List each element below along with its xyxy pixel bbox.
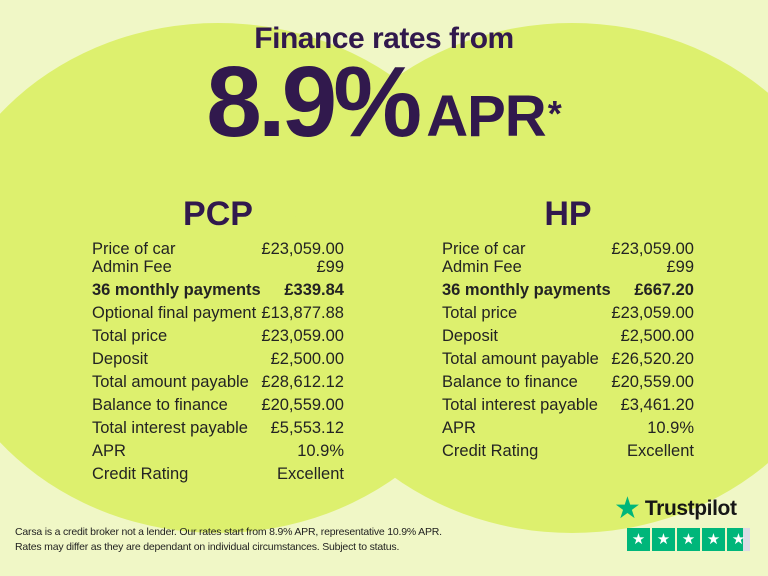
trustpilot-logo [614, 494, 759, 524]
star-icon: ★ [681, 531, 696, 548]
row-value: £667.20 [634, 281, 694, 299]
row-value: £99 [316, 258, 344, 276]
row-label: Optional final payment [92, 304, 257, 322]
row-value: Excellent [277, 465, 344, 483]
row-label: Total amount payable [92, 373, 249, 391]
row-label: Total amount payable [442, 350, 599, 368]
table-row [92, 302, 344, 325]
row-value: 10.9% [647, 419, 694, 437]
row-value: £28,612.12 [261, 373, 344, 391]
table-row [92, 417, 344, 440]
table-row [92, 371, 344, 394]
star-icon: ★ [706, 531, 721, 548]
row-value: £2,500.00 [270, 350, 344, 368]
row-label: Total price [92, 327, 168, 345]
rate-line [0, 46, 768, 158]
finance-table-pcp [92, 240, 344, 486]
row-label: Balance to finance [442, 373, 578, 391]
row-label: Balance to finance [92, 396, 228, 414]
row-label: Admin Fee [92, 258, 172, 276]
row-label: Deposit [92, 350, 148, 368]
table-row [92, 394, 344, 417]
row-value: £339.84 [284, 281, 344, 299]
disclaimer-line-1: Carsa is a credit broker not a lender. Our rates start from 8.9% APR, representative 10.9% APR. [15, 526, 442, 538]
row-label: Admin Fee [442, 258, 522, 276]
row-label: APR [92, 442, 126, 460]
row-label: 36 monthly payments [442, 281, 611, 299]
row-value: £20,559.00 [261, 396, 344, 414]
row-label: Credit Rating [92, 465, 189, 483]
column-hp [442, 196, 694, 463]
finance-table-hp [442, 240, 694, 463]
table-row [92, 348, 344, 371]
row-label: APR [442, 419, 476, 437]
trustpilot-star-icon: ★ [614, 492, 641, 525]
trustpilot-rating-star [627, 528, 650, 551]
table-row [442, 240, 694, 258]
row-value: £23,059.00 [261, 240, 344, 258]
row-label: Total interest payable [442, 396, 598, 414]
row-label: 36 monthly payments [92, 281, 261, 299]
table-row [92, 463, 344, 486]
table-row [442, 279, 694, 302]
row-value: £5,553.12 [270, 419, 344, 437]
row-value: £13,877.88 [261, 304, 344, 322]
column-header-pcp: PCP [183, 195, 253, 233]
table-row [92, 440, 344, 463]
trustpilot-rating-star [652, 528, 675, 551]
table-row [442, 394, 694, 417]
row-value: £23,059.00 [261, 327, 344, 345]
apr-label: APR [426, 84, 546, 149]
row-value: £26,520.20 [611, 350, 694, 368]
table-row [442, 440, 694, 463]
trustpilot-block [614, 494, 759, 551]
row-label: Credit Rating [442, 442, 539, 460]
headline: Finance rates from [254, 22, 514, 55]
column-pcp [92, 196, 344, 486]
table-row [92, 279, 344, 302]
asterisk: * [547, 93, 562, 134]
trustpilot-rating-star [677, 528, 700, 551]
row-label: Total price [442, 304, 518, 322]
star-icon: ★ [631, 531, 646, 548]
table-row [92, 258, 344, 276]
row-value: Excellent [627, 442, 694, 460]
table-row [92, 240, 344, 258]
column-header-hp: HP [544, 195, 592, 233]
table-row [442, 258, 694, 276]
trustpilot-rating-star [727, 528, 750, 551]
trustpilot-rating-star [702, 528, 725, 551]
disclaimer [15, 525, 485, 555]
table-row [442, 417, 694, 440]
row-label: Price of car [442, 240, 526, 258]
row-value: £20,559.00 [611, 373, 694, 391]
table-row [442, 371, 694, 394]
star-icon: ★ [656, 531, 671, 548]
row-label: Deposit [442, 327, 498, 345]
disclaimer-line-2: Rates may differ as they are dependant on individual circumstances. Subject to status. [15, 541, 400, 553]
row-label: Price of car [92, 240, 176, 258]
row-value: £99 [666, 258, 694, 276]
table-row [92, 325, 344, 348]
table-row [442, 302, 694, 325]
row-value: £23,059.00 [611, 304, 694, 322]
table-row [442, 325, 694, 348]
row-value: 10.9% [297, 442, 344, 460]
row-value: £2,500.00 [620, 327, 694, 345]
star-icon: ★ [731, 531, 746, 548]
row-value: £23,059.00 [611, 240, 694, 258]
table-row [442, 348, 694, 371]
trustpilot-rating [627, 528, 759, 551]
row-value: £3,461.20 [620, 396, 694, 414]
row-label: Total interest payable [92, 419, 248, 437]
trustpilot-wordmark: Trustpilot [644, 497, 737, 520]
rate-value: 8.9% [206, 46, 419, 158]
